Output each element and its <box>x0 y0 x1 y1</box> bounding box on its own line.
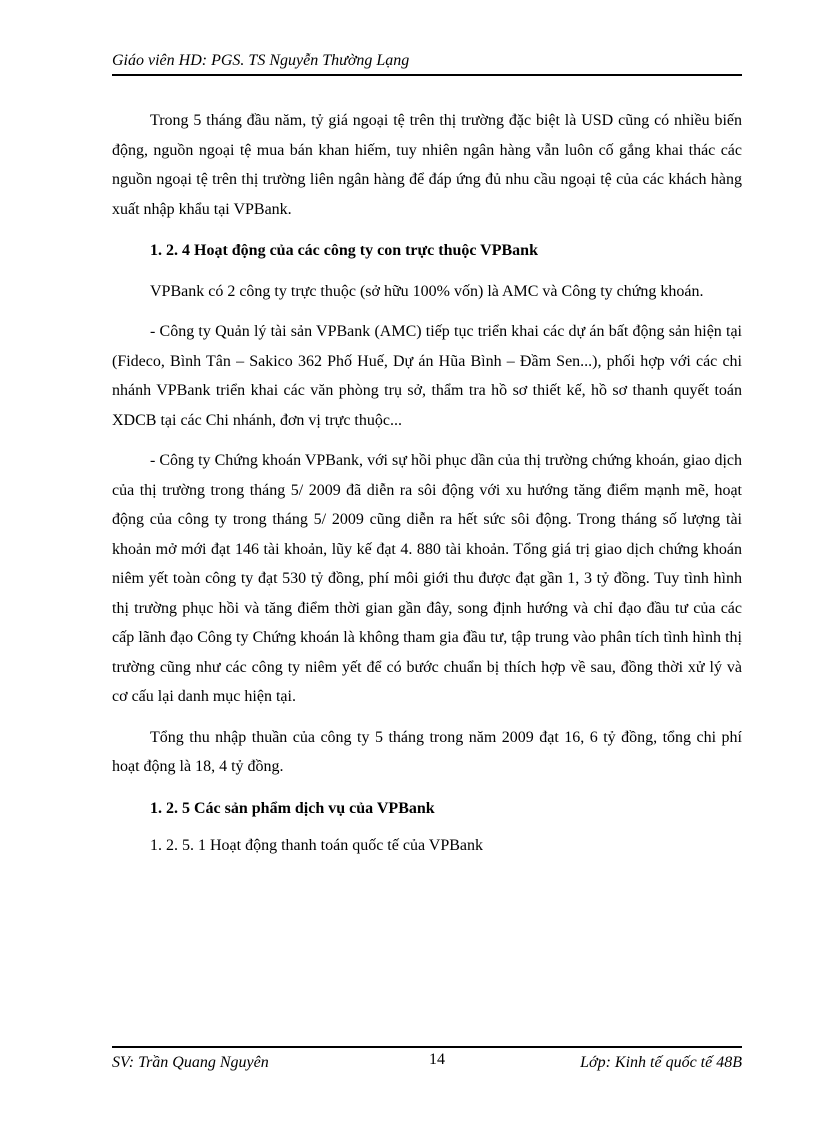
subsection-heading-1-2-5-1: 1. 2. 5. 1 Hoạt động thanh toán quốc tế của VPBank <box>150 837 483 854</box>
footer-class: Lớp: Kinh tế quốc tế 48B <box>580 1054 742 1071</box>
footer-divider <box>112 1046 742 1048</box>
section-heading-1-2-4: 1. 2. 4 Hoạt động của các công ty con trực thuộc VPBank <box>150 242 538 259</box>
paragraph-subsidiaries: VPBank có 2 công ty trực thuộc (sở hữu 100% vốn) là AMC và Công ty chứng khoán. <box>150 282 704 300</box>
paragraph-exchange-rate: Trong 5 tháng đầu năm, tỷ giá ngoại tệ trên thị trường đặc biệt là USD cũng có nhiều biến động, nguồn ngoại tệ mua bán khan hiếm, tuy nhiên ngân hàng vẫn luôn cố gắng khai thác các nguồn ngoại tệ trên thị trường liên ngân hàng để đáp ứng đủ nhu cầu ngoại tệ của các khách hàng xuất nhập khẩu tại VPBank. <box>112 112 742 218</box>
footer-student: SV: Trần Quang Nguyên <box>112 1054 269 1071</box>
page-number: 14 <box>429 1051 445 1068</box>
document-body <box>112 106 742 861</box>
paragraph-net-income: Tổng thu nhập thuần của công ty 5 tháng trong năm 2009 đạt 16, 6 tỷ đồng, tổng chi phí hoạt động là 18, 4 tỷ đồng. <box>112 728 742 775</box>
header-advisor: Giáo viên HD: PGS. TS Nguyễn Thường Lạng <box>112 52 410 69</box>
paragraph-amc: - Công ty Quản lý tài sản VPBank (AMC) tiếp tục triển khai các dự án bất động sản hiện tại (Fideco, Bình Tân – Sakico 362 Phố Huế, Dự án Hũa Bình – Đầm Sen...), phối hợp với các chi nhánh VPBank triển khai các văn phòng trụ sở, thẩm tra hồ sơ thiết kế, hồ sơ thanh quyết toán XDCB tại các Chi nhánh, đơn vị trực thuộc... <box>112 323 742 429</box>
section-heading-1-2-5: 1. 2. 5 Các sản phẩm dịch vụ của VPBank <box>150 799 435 817</box>
paragraph-securities: - Công ty Chứng khoán VPBank, với sự hồi phục dần của thị trường chứng khoán, giao dịch của thị trường trong tháng 5/ 2009 đã diễn ra sôi động với xu hướng tăng điểm mạnh mẽ, hoạt động của công ty trong tháng 5/ 2009 cũng diễn ra hết sức sôi động. Trong tháng số lượng tài khoản mở mới đạt 146 tài khoản, lũy kế đạt 4. 880 tài khoản. Tổng giá trị giao dịch chứng khoán niêm yết toàn công ty đạt 530 tỷ đồng, phí môi giới thu được đạt gần 1, 3 tỷ đồng. Tuy tình hình thị trường phục hồi và tăng điểm thời gian gần đây, song định hướng và chỉ đạo đầu tư của các cấp lãnh đạo Công ty Chứng khoán là không tham gia đầu tư, tập trung vào phân tích tình hình thị trường cũng như các công ty niêm yết để có bước chuẩn bị thích hợp về sau, đồng thời xử lý và cơ cấu lại danh mục hiện tại. <box>112 452 742 705</box>
page-header <box>112 50 742 76</box>
